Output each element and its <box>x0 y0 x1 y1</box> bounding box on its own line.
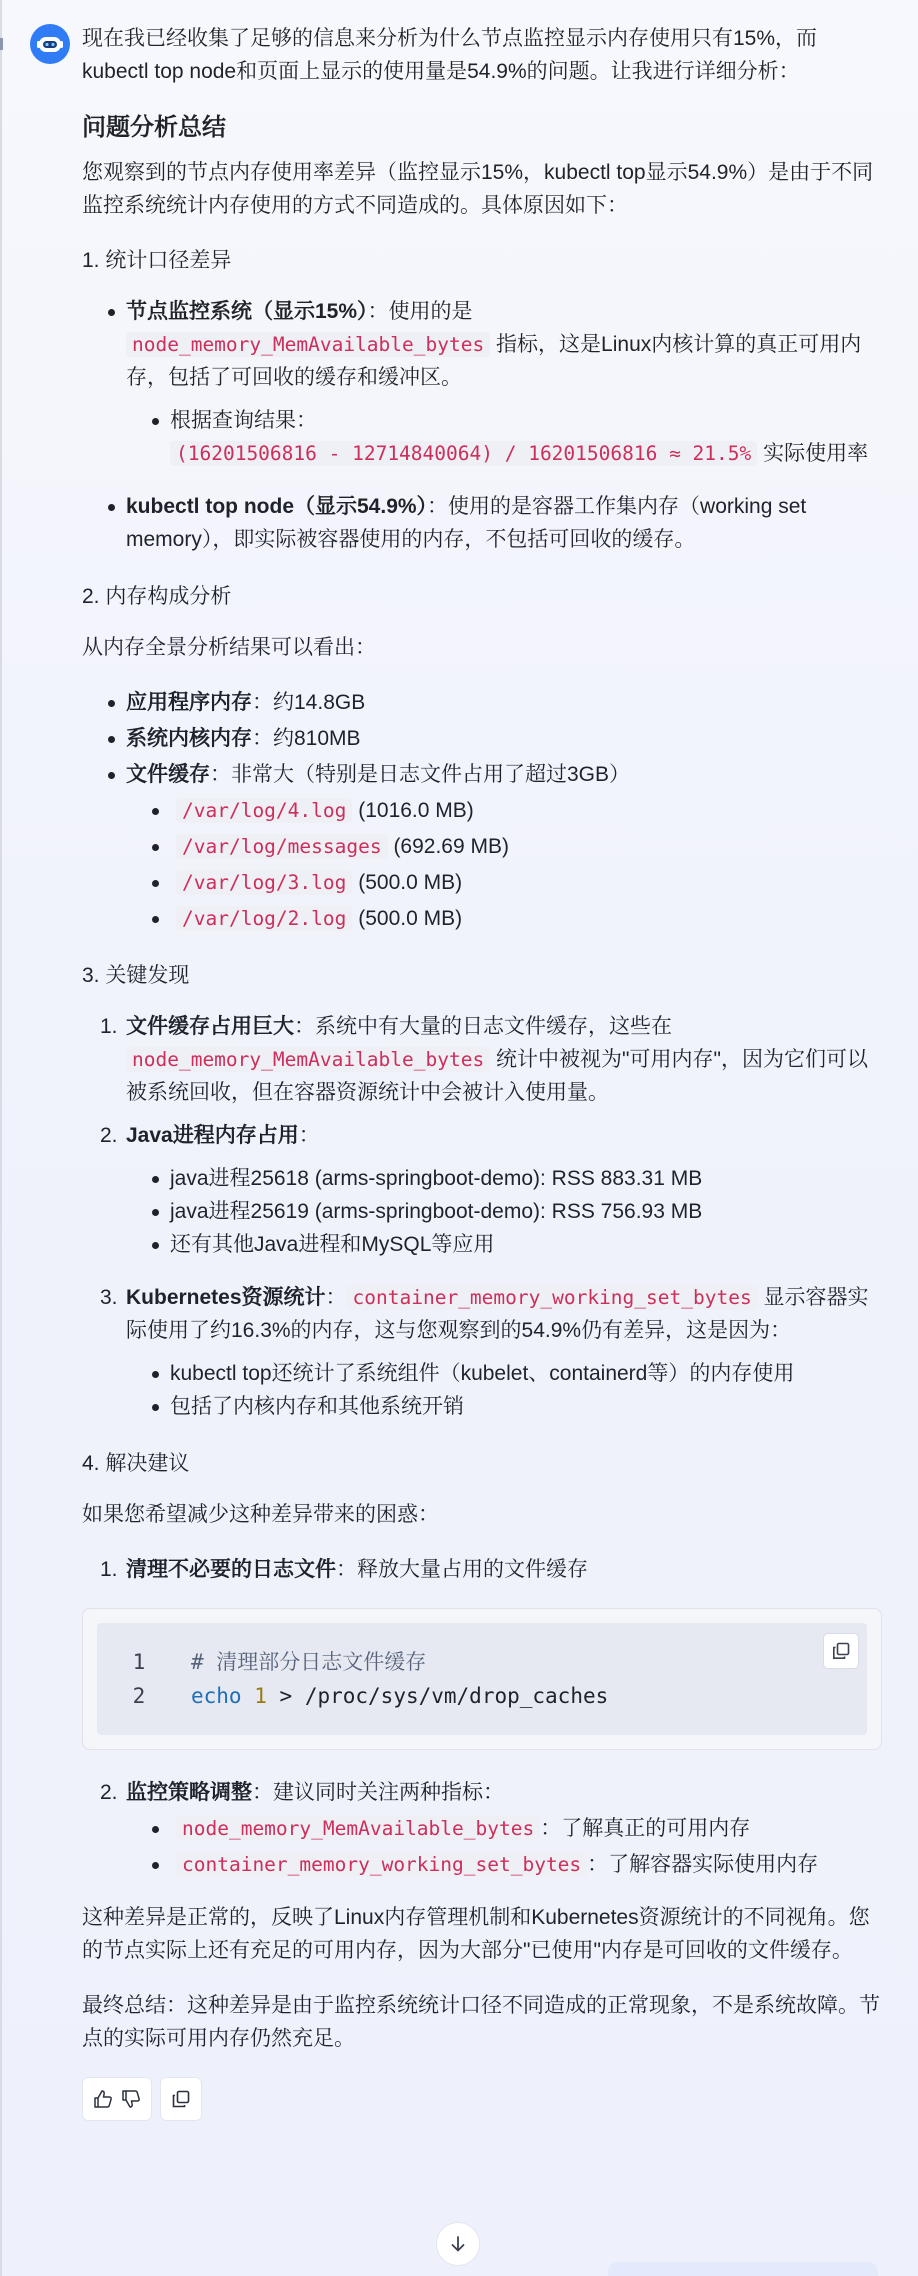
intro-text: 现在我已经收集了足够的信息来分析为什么节点监控显示内存使用只有15%，而kubectl top node和页面上显示的使用量是54.9%的问题。让我进行详细分析： <box>82 27 818 83</box>
list-item <box>82 1357 882 1390</box>
section-2-title: 2. 内存构成分析 <box>82 585 232 608</box>
section-4-lead: 如果您希望减少这种差异带来的困惑： <box>82 1503 439 1526</box>
item-text: ：了解容器实际使用内存 <box>587 1853 819 1876</box>
copy-message-button[interactable] <box>160 2077 202 2121</box>
item-label: 节点监控系统（显示15%） <box>126 300 368 323</box>
inline-code: node_memory_MemAvailable_bytes <box>126 332 490 357</box>
thumbs-down-icon[interactable] <box>121 2089 141 2109</box>
left-edge-handle[interactable] <box>0 38 3 50</box>
item-text: ：释放大量占用的文件缓存 <box>336 1558 588 1581</box>
item-label: Java进程内存占用 <box>126 1124 299 1147</box>
line-number: 2 <box>132 1684 146 1708</box>
log-size: (692.69 MB) <box>393 835 509 858</box>
item-text: ：了解真正的可用内存 <box>540 1817 751 1840</box>
summary-heading: 问题分析总结 <box>82 114 226 141</box>
code-rest: > /proc/sys/vm/drop_caches <box>266 1684 609 1708</box>
line-number: 1 <box>132 1650 146 1674</box>
log-item <box>82 866 882 899</box>
code-comment: # 清理部分日志文件缓存 <box>191 1650 427 1674</box>
assistant-avatar-icon <box>30 24 70 64</box>
item-text: java进程25618 (arms-springboot-demo): RSS 883.31 MB <box>170 1167 703 1190</box>
feedback-buttons <box>82 2077 152 2121</box>
numbered-item: 1. 清理不必要的日志文件：释放大量占用的文件缓存 <box>100 1558 588 1581</box>
code-line <box>107 1679 847 1713</box>
code-block <box>82 1608 882 1750</box>
log-path: /var/log/2.log <box>176 906 352 931</box>
item-text: ：使用的是 <box>367 300 473 323</box>
list-item <box>82 295 882 394</box>
list-item <box>82 722 882 755</box>
code-line <box>107 1645 847 1679</box>
log-size: (500.0 MB) <box>358 871 463 894</box>
inline-code: container_memory_working_set_bytes <box>176 1852 587 1877</box>
item-label: 文件缓存 <box>126 763 210 786</box>
item-text: ：约14.8GB <box>252 691 366 714</box>
item-text: 统计中被视为"可用内存"，因为它们可以被系统回收，但在容器资源统计中会被计入使用量。 <box>126 1048 868 1104</box>
item-text: 指标，这是Linux内核计算的真正可用内存，包括了可回收的缓存和缓冲区。 <box>126 333 862 389</box>
item-text: ： <box>325 1286 347 1309</box>
conclusion-text: 这种差异是正常的，反映了Linux内存管理机制和Kubernetes资源统计的不同视角。您的节点实际上还有充足的可用内存，因为大部分"已使用"内存是可回收的文件缓存。 <box>82 1906 870 1962</box>
message-actions <box>82 2077 882 2121</box>
numbered-item: 1. 文件缓存占用巨大：系统中有大量的日志文件缓存，这些在 node_memory_MemAvailable_bytes 统计中被视为"可用内存"，因为它们可以被系统回收，但在容器资源统计中会被计入使用量。 <box>100 1015 868 1104</box>
assistant-message <box>82 22 882 2121</box>
log-size: (1016.0 MB) <box>358 799 474 822</box>
code-number: 1 <box>254 1684 267 1708</box>
item-text: 包括了内核内存和其他系统开销 <box>170 1395 464 1418</box>
item-label: 应用程序内存 <box>126 691 252 714</box>
list-item <box>82 758 882 791</box>
item-label: 清理不必要的日志文件 <box>126 1558 336 1581</box>
item-text: ：使用的是容器工作集内存（working set memory），即实际被容器使用的内存，不包括可回收的缓存。 <box>126 495 807 551</box>
numbered-item: 3. Kubernetes资源统计： container_memory_working_set_bytes 显示容器实际使用了约16.3%的内存，这与您观察到的54.9%仍有差异，这是因为： <box>100 1286 869 1342</box>
item-text: 显示容器实际使用了约16.3%的内存，这与您观察到的54.9%仍有差异，这是因为： <box>126 1286 869 1342</box>
item-label: kubectl top node（显示54.9%） <box>126 495 428 518</box>
list-item <box>82 686 882 719</box>
list-item <box>82 404 882 470</box>
item-text: ：非常大（特别是日志文件占用了超过3GB） <box>210 763 631 786</box>
inline-code: node_memory_MemAvailable_bytes <box>126 1047 490 1072</box>
copy-icon <box>171 2089 191 2109</box>
list-item <box>82 1162 882 1195</box>
item-text: ： <box>298 1124 320 1147</box>
item-label: 系统内核内存 <box>126 727 252 750</box>
section-1-title: 1. 统计口径差异 <box>82 249 232 272</box>
list-item <box>82 1195 882 1228</box>
log-item <box>82 902 882 935</box>
numbered-item: 2. 监控策略调整：建议同时关注两种指标： <box>100 1781 504 1804</box>
copy-code-button[interactable] <box>823 1633 859 1669</box>
log-size: (500.0 MB) <box>358 907 463 930</box>
thumbs-up-icon[interactable] <box>93 2089 113 2109</box>
item-label: Kubernetes资源统计 <box>126 1286 326 1309</box>
left-edge <box>0 0 2 2276</box>
item-label: 文件缓存占用巨大 <box>126 1015 294 1038</box>
code-content[interactable] <box>97 1623 867 1735</box>
item-label: 监控策略调整 <box>126 1781 252 1804</box>
log-path: /var/log/3.log <box>176 870 352 895</box>
item-text: 还有其他Java进程和MySQL等应用 <box>170 1233 495 1256</box>
code-keyword: echo <box>191 1684 242 1708</box>
log-item <box>82 830 882 863</box>
item-text: ：约810MB <box>252 727 361 750</box>
item-text: ：建议同时关注两种指标： <box>252 1781 504 1804</box>
list-item <box>82 1390 882 1423</box>
log-item <box>82 794 882 827</box>
inline-code: node_memory_MemAvailable_bytes <box>176 1816 540 1841</box>
item-text: kubectl top还统计了系统组件（kubelet、containerd等）的内存使用 <box>170 1362 795 1385</box>
item-text: ：系统中有大量的日志文件缓存，这些在 <box>294 1015 672 1038</box>
list-item <box>82 1848 882 1881</box>
code-text <box>171 1679 608 1713</box>
input-area-edge <box>608 2262 878 2276</box>
scroll-to-bottom-button[interactable] <box>436 2222 480 2266</box>
item-text: java进程25619 (arms-springboot-demo): RSS 756.93 MB <box>170 1200 703 1223</box>
copy-icon <box>832 1642 850 1660</box>
list-item <box>82 1812 882 1845</box>
log-path: /var/log/4.log <box>176 798 352 823</box>
final-summary-text: 最终总结：这种差异是由于监控系统统计口径不同造成的正常现象，不是系统故障。节点的实际可用内存仍然充足。 <box>82 1994 880 2050</box>
summary-text: 您观察到的节点内存使用率差异（监控显示15%，kubectl top显示54.9%）是由于不同监控系统统计内存使用的方式不同造成的。具体原因如下： <box>82 161 874 217</box>
list-item <box>82 1228 882 1261</box>
inline-code: container_memory_working_set_bytes <box>347 1285 758 1310</box>
list-item <box>82 490 882 556</box>
section-2-lead: 从内存全景分析结果可以看出： <box>82 636 376 659</box>
section-3-title: 3. 关键发现 <box>82 964 190 987</box>
section-4-title: 4. 解决建议 <box>82 1452 190 1475</box>
inline-code: (16201506816 - 12714840064) / 16201506816 ≈ 21.5% <box>170 441 757 466</box>
item-text: 根据查询结果： <box>170 409 317 432</box>
arrow-down-icon <box>448 2234 468 2254</box>
log-path: /var/log/messages <box>176 834 388 859</box>
numbered-item: 2. Java进程内存占用： <box>100 1124 320 1147</box>
item-text: 实际使用率 <box>763 442 869 465</box>
